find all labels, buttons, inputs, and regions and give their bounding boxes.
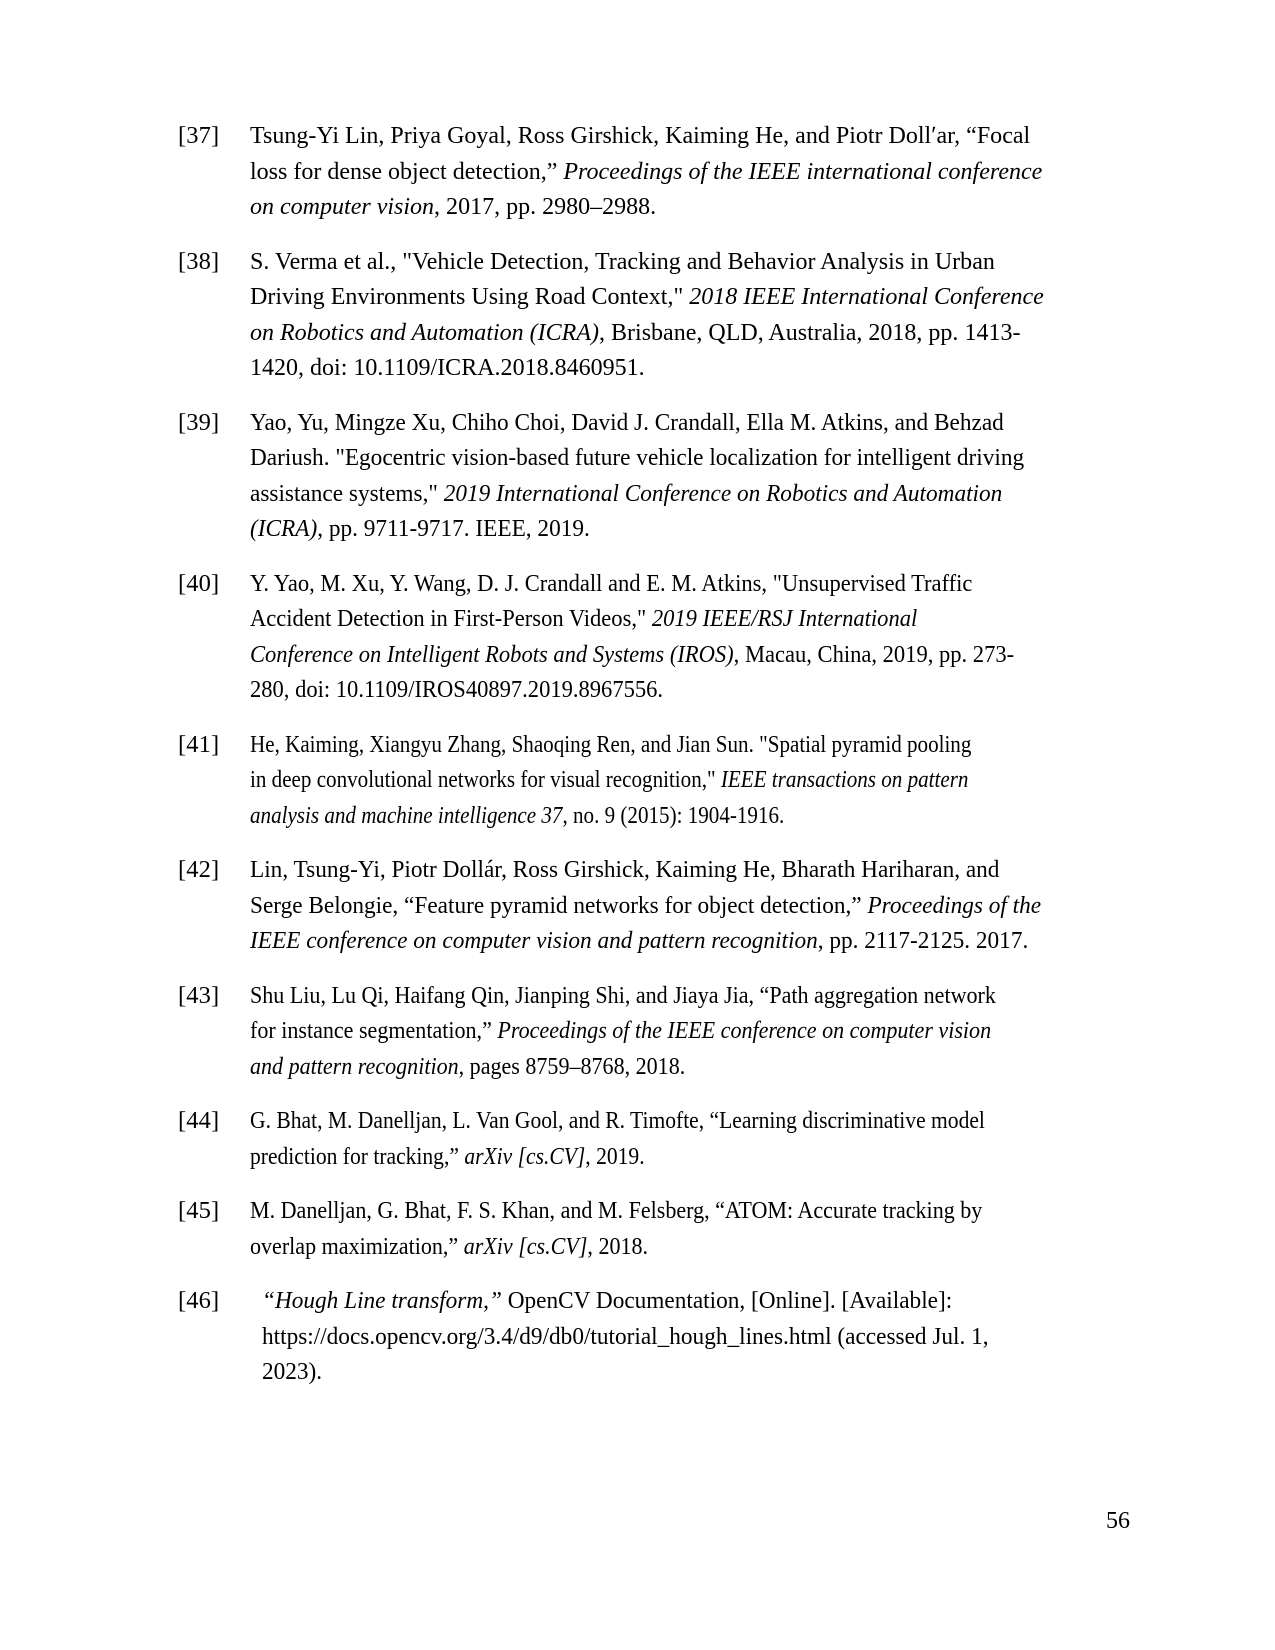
italic-run: 2019 IEEE/RSJ International <box>651 605 918 632</box>
reference-label: [37] <box>178 122 220 149</box>
text-run: , 2019. <box>585 1142 645 1170</box>
reference-line <box>250 244 1122 280</box>
reference-line <box>262 1283 1122 1319</box>
reference-line <box>250 923 1122 959</box>
reference-entry <box>178 1103 1122 1174</box>
text-run: 1420, doi: 10.1109/ICRA.2018.8460951. <box>250 354 645 381</box>
text-run: Accident Detection in First-Person Videos," <box>250 605 652 632</box>
reference-line <box>250 1103 1122 1139</box>
reference-entry <box>178 118 1122 225</box>
text-run: , 2018. <box>587 1232 649 1260</box>
reference-label: [42] <box>178 856 220 883</box>
reference-line <box>250 1229 1122 1265</box>
reference-text <box>250 727 1122 834</box>
reference-line <box>250 637 1122 673</box>
italic-run: Proceedings of the IEEE international conference <box>563 157 1043 185</box>
reference-line <box>250 118 1122 154</box>
reference-line <box>250 440 1122 476</box>
reference-label: [41] <box>178 730 220 758</box>
text-run: He, Kaiming, Xiangyu Zhang, Shaoqing Ren, and Jian Sun. "Spatial pyramid pooling <box>250 730 972 758</box>
text-run: G. Bhat, M. Danelljan, L. Van Gool, and R. Timofte, “Learning discriminative model <box>250 1107 985 1134</box>
text-run: Tsung-Yi Lin, Priya Goyal, Ross Girshick, Kaiming He, and Piotr Dollʹar, “Focal <box>250 122 1031 149</box>
text-run: for instance segmentation,” <box>250 1017 498 1044</box>
italic-run: 2018 IEEE International Conference <box>689 283 1044 310</box>
text-run: Serge Belongie, “Feature pyramid networks for object detection,” <box>250 891 868 919</box>
reference-entry <box>178 852 1122 959</box>
reference-label: [45] <box>178 1197 220 1224</box>
reference-line <box>250 511 1122 547</box>
reference-line <box>250 350 1122 386</box>
reference-text <box>250 244 1122 386</box>
reference-line <box>250 727 1122 763</box>
reference-line <box>250 601 1122 637</box>
text-run: in deep convolutional networks for visual recognition," <box>250 766 721 793</box>
reference-text <box>250 978 1122 1085</box>
text-run: Y. Yao, M. Xu, Y. Wang, D. J. Crandall and E. M. Atkins, "Unsupervised Traffic <box>250 569 973 597</box>
reference-label: [46] <box>178 1287 220 1314</box>
text-run: , 2017, pp. 2980–2988. <box>434 193 657 220</box>
text-run: loss for dense object detection,” <box>250 157 564 185</box>
text-run: S. Verma et al., "Vehicle Detection, Tracking and Behavior Analysis in Urban <box>250 247 995 275</box>
page-number: 56 <box>1106 1508 1130 1534</box>
reference-line <box>250 1139 1122 1175</box>
italic-run: arXiv [cs.CV] <box>463 1232 588 1260</box>
reference-line <box>250 566 1122 602</box>
reference-entry <box>178 405 1122 547</box>
text-run: , no. 9 (2015): 1904-1916. <box>562 801 785 829</box>
reference-label: [44] <box>178 1107 220 1134</box>
reference-text <box>262 1283 1122 1390</box>
italic-run: analysis and machine intelligence 37 <box>250 801 563 829</box>
reference-text <box>250 1103 1122 1174</box>
reference-entry <box>178 244 1122 386</box>
reference-text <box>250 118 1122 225</box>
reference-label: [40] <box>178 569 220 597</box>
italic-run: Conference on Intelligent Robots and Systems (IROS) <box>250 640 734 668</box>
italic-run: Proceedings of the IEEE conference on computer vision <box>497 1017 992 1044</box>
text-run: Yao, Yu, Mingze Xu, Chiho Choi, David J. Crandall, Ella M. Atkins, and Behzad <box>250 408 1004 436</box>
text-run: , pp. 2117-2125. 2017. <box>817 927 1029 954</box>
text-run: OpenCV Documentation, [Online]. [Available]: <box>501 1287 953 1314</box>
italic-run: Proceedings of the <box>867 891 1042 919</box>
italic-run: on Robotics and Automation (ICRA) <box>250 318 600 346</box>
text-run: , pp. 9711-9717. IEEE, 2019. <box>317 515 590 542</box>
reference-text <box>250 405 1122 547</box>
reference-line <box>250 978 1122 1014</box>
reference-line <box>250 476 1122 512</box>
italic-run: arXiv [cs.CV] <box>464 1142 586 1170</box>
reference-list <box>178 118 1122 1409</box>
reference-line <box>250 315 1122 351</box>
reference-entry <box>178 566 1122 708</box>
reference-line <box>250 798 1122 834</box>
text-run: Dariush. "Egocentric vision-based future vehicle localization for intelligent driving <box>250 444 1025 471</box>
reference-line <box>250 852 1122 888</box>
text-run: assistance systems," <box>250 479 444 507</box>
italic-run: IEEE conference on computer vision and pattern recognition <box>250 927 818 954</box>
reference-line <box>250 1013 1122 1049</box>
text-run: , pages 8759–8768, 2018. <box>458 1052 686 1080</box>
text-run: , Brisbane, QLD, Australia, 2018, pp. 1413- <box>599 318 1021 346</box>
text-run: , Macau, China, 2019, pp. 273- <box>733 640 1015 668</box>
reference-line <box>250 672 1122 708</box>
reference-entry <box>178 1283 1122 1390</box>
italic-run: on computer vision <box>250 193 435 220</box>
reference-line <box>250 405 1122 441</box>
reference-line <box>250 1193 1122 1229</box>
reference-label: [38] <box>178 247 220 275</box>
text-run: Lin, Tsung-Yi, Piotr Dollár, Ross Girshick, Kaiming He, Bharath Hariharan, and <box>250 856 1000 883</box>
italic-run: and pattern recognition <box>250 1052 459 1080</box>
reference-entry <box>178 727 1122 834</box>
text-run: overlap maximization,” <box>250 1232 464 1260</box>
reference-text <box>250 1193 1122 1264</box>
italic-run: (ICRA) <box>250 515 318 542</box>
reference-line <box>250 1049 1122 1085</box>
reference-line <box>250 279 1122 315</box>
reference-entry <box>178 1193 1122 1264</box>
text-run: 280, doi: 10.1109/IROS40897.2019.8967556. <box>250 676 664 703</box>
italic-run: 2019 International Conference on Robotics and Automation <box>443 479 1003 507</box>
reference-line <box>250 154 1122 190</box>
text-run: Shu Liu, Lu Qi, Haifang Qin, Jianping Shi, and Jiaya Jia, “Path aggregation network <box>250 981 996 1009</box>
reference-line <box>262 1319 1122 1355</box>
reference-line <box>250 189 1122 225</box>
text-run: M. Danelljan, G. Bhat, F. S. Khan, and M. Felsberg, “ATOM: Accurate tracking by <box>250 1197 983 1224</box>
text-run: 2023). <box>262 1358 323 1385</box>
reference-label: [43] <box>178 981 220 1009</box>
text-run: prediction for tracking,” <box>250 1142 465 1170</box>
italic-run: IEEE transactions on pattern <box>720 766 969 793</box>
reference-line <box>250 762 1122 798</box>
text-run: https://docs.opencv.org/3.4/d9/db0/tutorial_hough_lines.html (accessed Jul. 1, <box>262 1322 989 1350</box>
reference-label: [39] <box>178 408 220 436</box>
italic-run: “Hough Line transform,” <box>262 1287 502 1314</box>
reference-line <box>250 888 1122 924</box>
reference-text <box>250 852 1122 959</box>
text-run: Driving Environments Using Road Context," <box>250 283 690 310</box>
reference-line <box>262 1354 1122 1390</box>
reference-entry <box>178 978 1122 1085</box>
reference-text <box>250 566 1122 708</box>
